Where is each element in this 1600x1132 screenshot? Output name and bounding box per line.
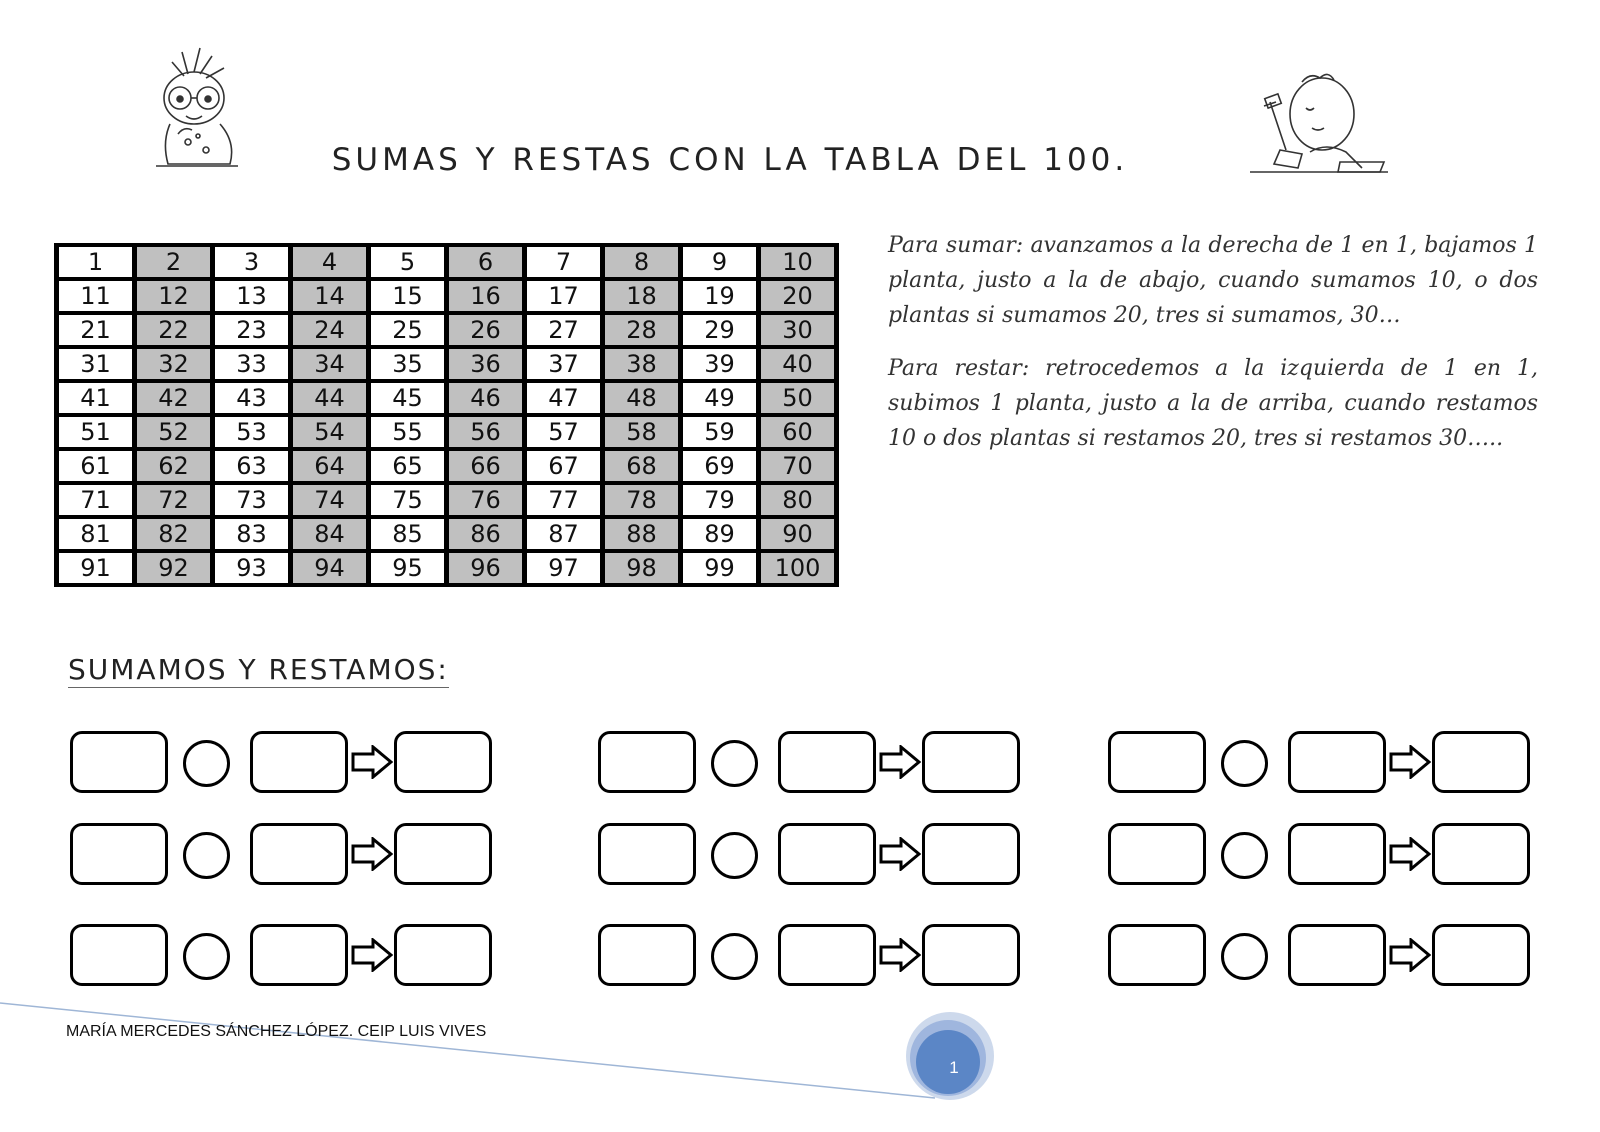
number-cell: 83 (215, 519, 288, 549)
number-cell: 90 (761, 519, 834, 549)
number-cell: 21 (59, 315, 132, 345)
number-cell: 78 (605, 485, 678, 515)
number-cell: 54 (293, 417, 366, 447)
number-cell: 95 (371, 553, 444, 583)
number-cell: 39 (683, 349, 756, 379)
number-cell: 94 (293, 553, 366, 583)
number-cell: 49 (683, 383, 756, 413)
number-cell: 28 (605, 315, 678, 345)
number-cell: 58 (605, 417, 678, 447)
number-cell: 96 (449, 553, 522, 583)
number-cell: 35 (371, 349, 444, 379)
number-cell: 27 (527, 315, 600, 345)
number-cell: 36 (449, 349, 522, 379)
number-cell: 43 (215, 383, 288, 413)
number-cell: 38 (605, 349, 678, 379)
number-cell: 91 (59, 553, 132, 583)
number-cell: 3 (215, 247, 288, 277)
number-cell: 62 (137, 451, 210, 481)
number-cell: 4 (293, 247, 366, 277)
number-cell: 87 (527, 519, 600, 549)
number-cell: 46 (449, 383, 522, 413)
number-cell: 34 (293, 349, 366, 379)
number-cell: 98 (605, 553, 678, 583)
number-cell: 18 (605, 281, 678, 311)
number-cell: 48 (605, 383, 678, 413)
number-cell: 64 (293, 451, 366, 481)
number-cell: 20 (761, 281, 834, 311)
number-cell: 24 (293, 315, 366, 345)
number-cell: 85 (371, 519, 444, 549)
number-cell: 52 (137, 417, 210, 447)
number-cell: 32 (137, 349, 210, 379)
number-cell: 77 (527, 485, 600, 515)
number-cell: 57 (527, 417, 600, 447)
number-cell: 8 (605, 247, 678, 277)
number-cell: 13 (215, 281, 288, 311)
number-cell: 47 (527, 383, 600, 413)
number-cell: 7 (527, 247, 600, 277)
number-cell: 72 (137, 485, 210, 515)
number-cell: 88 (605, 519, 678, 549)
number-cell: 93 (215, 553, 288, 583)
number-cell: 53 (215, 417, 288, 447)
number-cell: 71 (59, 485, 132, 515)
number-cell: 42 (137, 383, 210, 413)
number-cell: 84 (293, 519, 366, 549)
number-cell: 30 (761, 315, 834, 345)
number-cell: 60 (761, 417, 834, 447)
number-cell: 2 (137, 247, 210, 277)
footer-credit: MARÍA MERCEDES SÁNCHEZ LÓPEZ. CEIP LUIS VIVES (66, 1023, 487, 1040)
number-cell: 97 (527, 553, 600, 583)
number-cell: 31 (59, 349, 132, 379)
number-cell: 29 (683, 315, 756, 345)
number-cell: 65 (371, 451, 444, 481)
number-cell: 14 (293, 281, 366, 311)
number-cell: 69 (683, 451, 756, 481)
number-cell: 68 (605, 451, 678, 481)
number-cell: 25 (371, 315, 444, 345)
number-cell: 67 (527, 451, 600, 481)
page-title: SUMAS Y RESTAS CON LA TABLA DEL 100. (331, 142, 1129, 178)
number-cell: 5 (371, 247, 444, 277)
number-cell: 22 (137, 315, 210, 345)
number-cell: 51 (59, 417, 132, 447)
number-cell: 45 (371, 383, 444, 413)
number-cell: 10 (761, 247, 834, 277)
number-cell: 79 (683, 485, 756, 515)
number-cell: 6 (449, 247, 522, 277)
number-cell: 74 (293, 485, 366, 515)
number-cell: 33 (215, 349, 288, 379)
number-cell: 23 (215, 315, 288, 345)
number-cell: 16 (449, 281, 522, 311)
number-cell: 56 (449, 417, 522, 447)
number-cell: 82 (137, 519, 210, 549)
number-cell: 73 (215, 485, 288, 515)
number-cell: 59 (683, 417, 756, 447)
number-cell: 100 (761, 553, 834, 583)
number-cell: 50 (761, 383, 834, 413)
number-cell: 92 (137, 553, 210, 583)
number-cell: 1 (59, 247, 132, 277)
number-cell: 41 (59, 383, 132, 413)
number-cell: 11 (59, 281, 132, 311)
section-heading: SUMAMOS Y RESTAMOS: (68, 653, 449, 686)
number-cell: 12 (137, 281, 210, 311)
number-cell: 61 (59, 451, 132, 481)
number-cell: 15 (371, 281, 444, 311)
number-cell: 86 (449, 519, 522, 549)
number-cell: 55 (371, 417, 444, 447)
number-cell: 9 (683, 247, 756, 277)
number-cell: 80 (761, 485, 834, 515)
number-cell: 81 (59, 519, 132, 549)
number-cell: 63 (215, 451, 288, 481)
number-cell: 19 (683, 281, 756, 311)
explanation-restar: Para restar: retrocedemos a la izquierda de 1 en 1, subimos 1 planta, justo a la de arriba, cuando restamos 10 o dos plantas si restamos 20, tres si restamos 30….. (888, 356, 1538, 451)
number-cell: 76 (449, 485, 522, 515)
explanation-sumar: Para sumar: avanzamos a la derecha de 1 en 1, bajamos 1 planta, justo a la de abajo, cuando sumamos 10, o dos plantas si sumamos 20, tres si sumamos, 30… (888, 233, 1538, 328)
number-cell: 44 (293, 383, 366, 413)
number-cell: 66 (449, 451, 522, 481)
number-cell: 37 (527, 349, 600, 379)
number-cell: 70 (761, 451, 834, 481)
number-cell: 99 (683, 553, 756, 583)
number-cell: 75 (371, 485, 444, 515)
number-cell: 89 (683, 519, 756, 549)
page-number: 1 (949, 1058, 959, 1077)
number-cell: 26 (449, 315, 522, 345)
number-cell: 17 (527, 281, 600, 311)
number-cell: 40 (761, 349, 834, 379)
page-number-badge (904, 1010, 996, 1102)
